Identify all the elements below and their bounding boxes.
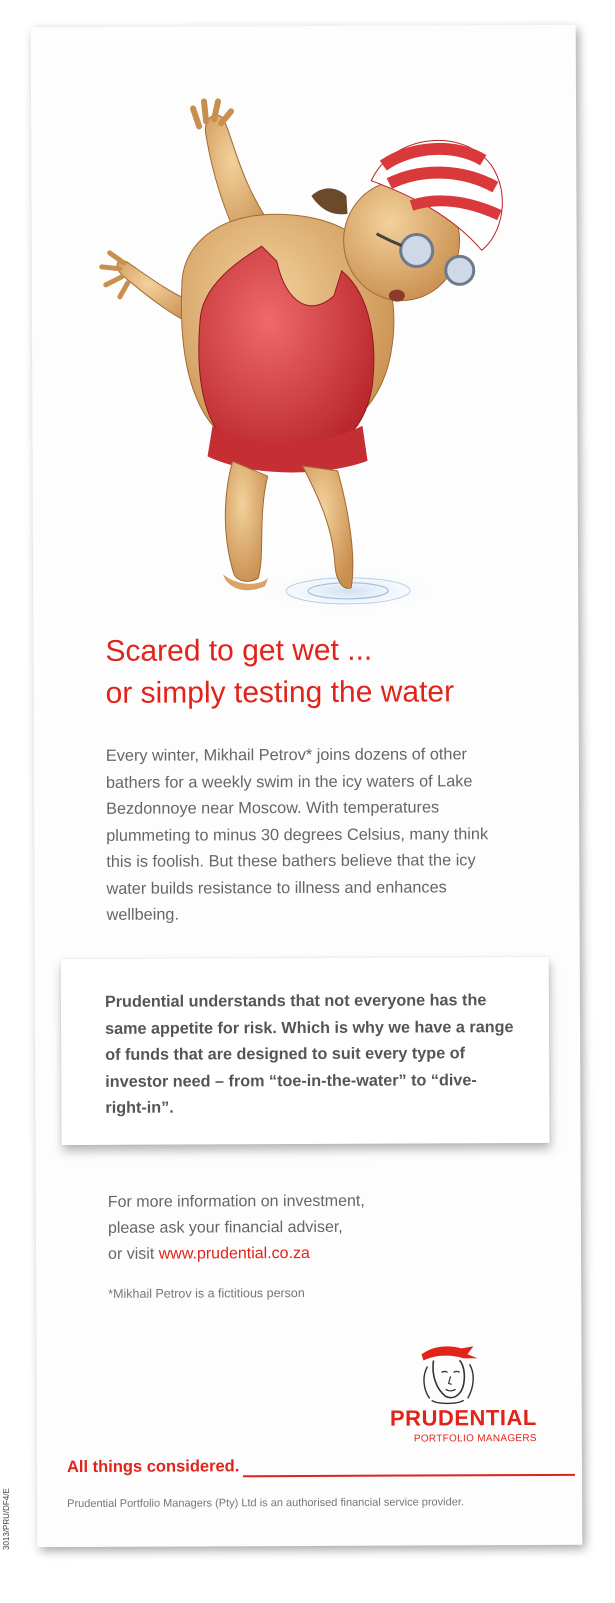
brand-subtitle: PORTFOLIO MANAGERS [413,1433,537,1445]
disclaimer: Prudential Portfolio Managers (Pty) Ltd is an authorised financial service provider. [67,1496,464,1511]
tagline-divider [243,1474,575,1477]
callout-box [61,957,550,1145]
prudence-head-logo-icon [411,1340,481,1406]
body-paragraph: Every winter, Mikhail Petrov* joins dozens of other bathers for a weekly swim in the icy waters of Lake Bezdonnoye near Moscow. With temperatures plummeting to minus 30 degrees Celsius, many think this is foolish. But these bathers believe that the icy water builds resistance to illness and enhances wellbeing. [105,745,489,924]
tagline: All things considered. [66,1457,240,1477]
side-reference-code: 3013/PRU/DF4/E [2,1488,11,1550]
more-info-line-2: please ask your financial adviser, [107,1218,343,1237]
footnote: *Mikhail Petrov is a fictitious person [108,1286,305,1301]
callout-text: Prudential understands that not everyone has the same appetite for risk. Which is why we have a range of funds that are designed to suit every type of investor need – from “toe-in-the-water” to “dive-right-in”. [104,991,514,1117]
swimmer-testing-water-icon [71,65,543,627]
brand-name: PRUDENTIAL [389,1405,537,1431]
headline [105,629,545,715]
more-info-line-1: For more information on investment, [107,1192,365,1211]
more-info [108,1188,468,1268]
headline-line-2: or simply testing the water [105,675,455,710]
advertisement-page [31,25,583,1547]
headline-line-1: Scared to get wet ... [105,633,373,668]
website-link[interactable]: www.prudential.co.za [158,1244,310,1263]
more-info-line-3-prefix: or visit [108,1245,159,1263]
